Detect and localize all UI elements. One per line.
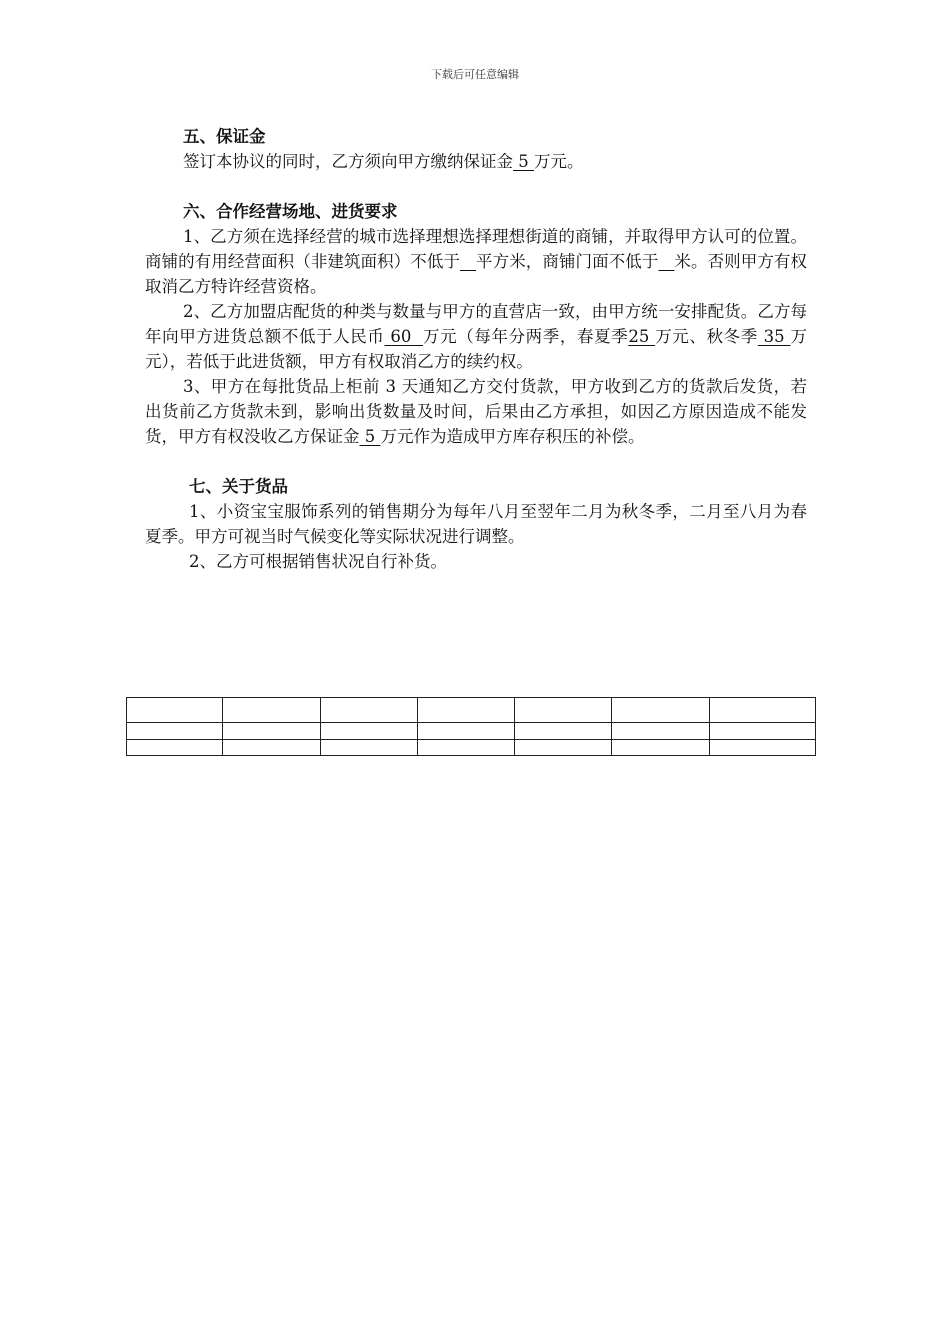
table-cell <box>710 698 816 723</box>
table-cell <box>418 740 515 756</box>
table-row <box>127 723 816 740</box>
section-7-title: 七、关于货品 <box>189 477 288 496</box>
table-cell <box>515 740 612 756</box>
section-6-item-3: 3、甲方在每批货品上柜前 3 天通知乙方交付货款，甲方收到乙方的货款后发货，若出货前乙方货款未到，影响出货数量及时间，后果由乙方承担，如因乙方原因造成不能发货，甲方有权没收乙方保证金 5 万元作为造成甲方库存积压的补偿。 <box>145 377 807 446</box>
table-cell <box>612 723 710 740</box>
section-7-item-2: 2、乙方可根据销售状况自行补货。 <box>189 552 447 571</box>
section-6-item-1: 1、乙方须在选择经营的城市选择理想选择理想街道的商铺，并取得甲方认可的位置。商铺的有用经营面积（非建筑面积）不低于 平方米，商铺门面不低于 米。否则甲方有权取消乙方特许经营资格。 <box>145 227 807 296</box>
section-7-item-1: 1、小资宝宝服饰系列的销售期分为每年八月至翌年二月为秋冬季，二月至八月为春夏季。甲方可视当时气候变化等实际状况进行调整。 <box>145 502 807 546</box>
min-area-blank <box>460 252 476 271</box>
page-header: 下载后可任意编辑 <box>431 68 519 81</box>
autumn-winter-amount: 35 <box>757 327 791 346</box>
table-cell <box>223 740 321 756</box>
section-6-title: 六、合作经营场地、进货要求 <box>183 202 398 221</box>
forfeit-deposit-amount: 5 <box>359 427 381 446</box>
table-cell <box>418 723 515 740</box>
table-cell <box>612 740 710 756</box>
table-row <box>127 740 816 756</box>
table-cell <box>223 723 321 740</box>
table-cell <box>418 698 515 723</box>
section-5-title: 五、保证金 <box>183 127 266 146</box>
spring-summer-amount: 25 <box>628 327 656 346</box>
table-cell <box>612 698 710 723</box>
table-cell <box>321 740 418 756</box>
section-5-paragraph: 签订本协议的同时，乙方须向甲方缴纳保证金 5 万元。 <box>183 152 584 171</box>
table-cell <box>127 740 223 756</box>
empty-table <box>126 697 816 756</box>
table-row <box>127 698 816 723</box>
annual-purchase-amount: 60 <box>384 327 424 346</box>
table-cell <box>321 723 418 740</box>
table-cell <box>223 698 321 723</box>
table-cell <box>515 698 612 723</box>
section-6-item-2: 2、乙方加盟店配货的种类与数量与甲方的直营店一致，由甲方统一安排配货。乙方每年向甲方进货总额不低于人民币 60 万元（每年分两季，春夏季25 万元、秋冬季 35 万元），若低于此进货额，甲方有权取消乙方的续约权。 <box>145 302 808 371</box>
table-cell <box>127 698 223 723</box>
table-cell <box>127 723 223 740</box>
table-cell <box>710 723 816 740</box>
document-body <box>145 124 807 574</box>
table-cell <box>321 698 418 723</box>
min-frontage-blank <box>658 252 674 271</box>
table-cell <box>515 723 612 740</box>
table-cell <box>710 740 816 756</box>
deposit-amount: 5 <box>513 152 534 171</box>
